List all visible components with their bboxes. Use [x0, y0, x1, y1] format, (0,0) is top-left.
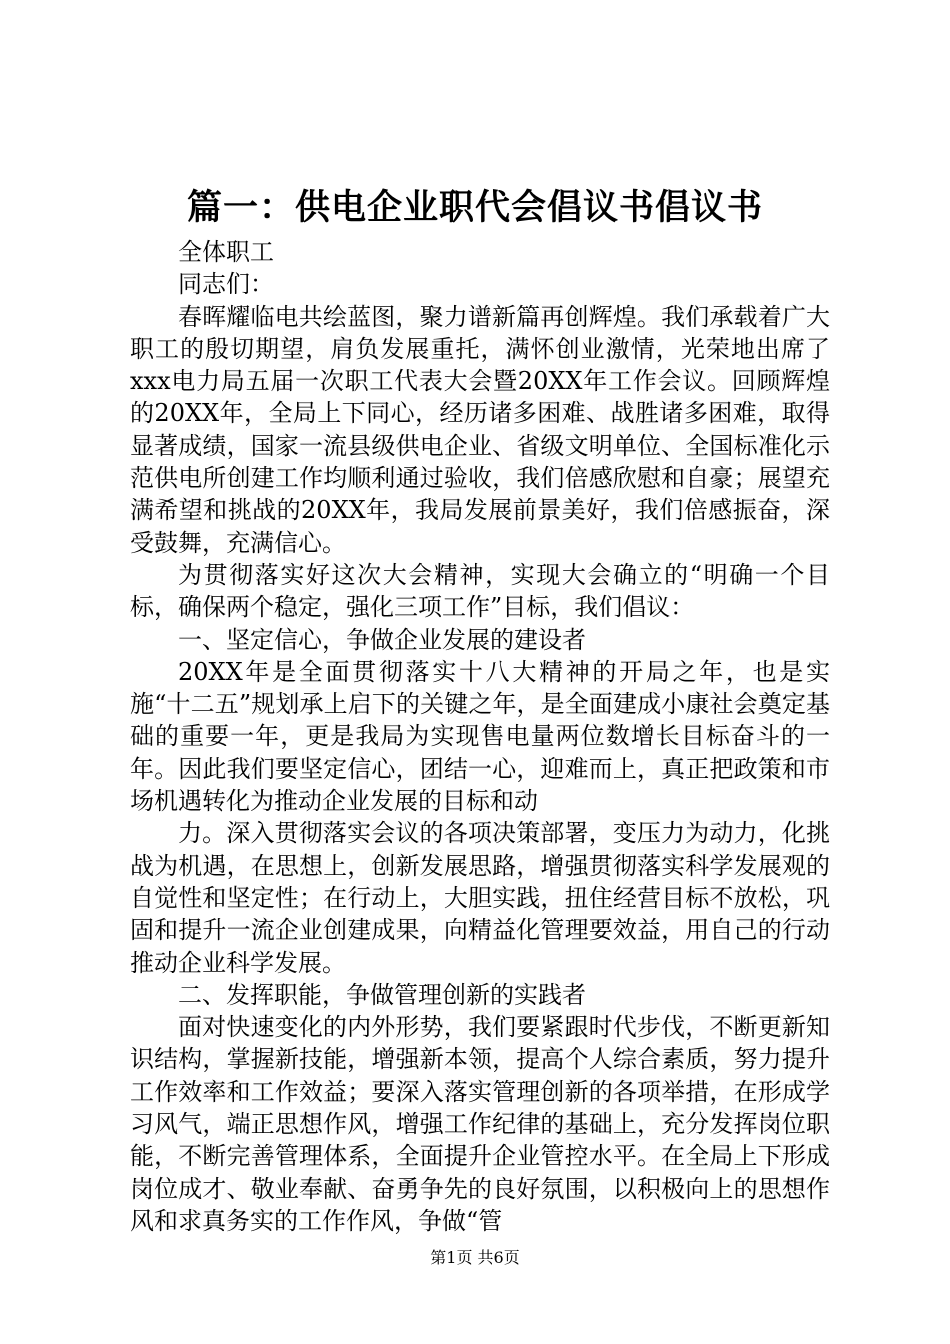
salutation-line: 全体职工 — [178, 238, 274, 266]
paragraph: 春晖耀临电共绘蓝图，聚力谱新篇再创辉煌。我们承载着广大职工的殷切期望，肩负发展重托，满怀创业激情，光荣地出席了xxx电力局五届一次职工代表大会暨20XX年工作会议。回顾辉煌的20XX年，全局上下同心，经历诸多困难、战胜诸多困难，取得显著成绩，国家一流县级供电企业、省级文明单位、全国标准化示范供电所创建工作均顺利通过验收，我们倍感欣慰和自豪；展望充满希望和挑战的20XX年，我局发展前景美好，我们倍感振奋，深受鼓舞，充满信心。 — [130, 302, 830, 557]
greeting-line: 同志们： — [178, 270, 274, 299]
document-body — [130, 236, 830, 1237]
paragraph: 为贯彻落实好这次大会精神，实现大会确立的“明确一个目标，确保两个稳定，强化三项工作”目标，我们倡议： — [130, 560, 830, 622]
section-heading: 一、坚定信心，争做企业发展的建设者 — [178, 625, 586, 654]
page-footer: 第1页 共6页 — [430, 1248, 520, 1267]
paragraph: 20XX年是全面贯彻落实十八大精神的开局之年，也是实施“十二五”规划承上启下的关键之年，是全面建成小康社会奠定基础的重要一年，更是我局为实现售电量两位数增长目标奋斗的一年。因此我们要坚定信心，团结一心，迎难而上，真正把政策和市场机遇转化为推动企业发展的目标和动 — [130, 657, 830, 816]
paragraph: 力。深入贯彻落实会议的各项决策部署，变压力为动力，化挑战为机遇，在思想上，创新发展思路，增强贯彻落实科学发展观的自觉性和坚定性；在行动上，大胆实践，扭住经营目标不放松，巩固和提升一流企业创建成果，向精益化管理要效益，用自己的行动推动企业科学发展。 — [130, 819, 830, 977]
paragraph: 面对快速变化的内外形势，我们要紧跟时代步伐，不断更新知识结构，掌握新技能，增强新本领，提高个人综合素质，努力提升工作效率和工作效益；要深入落实管理创新的各项举措，在形成学习风气，端正思想作风，增强工作纪律的基础上，充分发挥岗位职能，不断完善管理体系，全面提升企业管控水平。在全局上下形成岗位成才、敬业奉献、奋勇争先的良好氛围，以积极向上的思想作风和求真务实的工作作风，争做“管 — [130, 1013, 830, 1235]
document-title: 篇一：供电企业职代会倡议书倡议书 — [186, 187, 763, 228]
section-heading: 二、发挥职能，争做管理创新的实践者 — [178, 980, 586, 1009]
